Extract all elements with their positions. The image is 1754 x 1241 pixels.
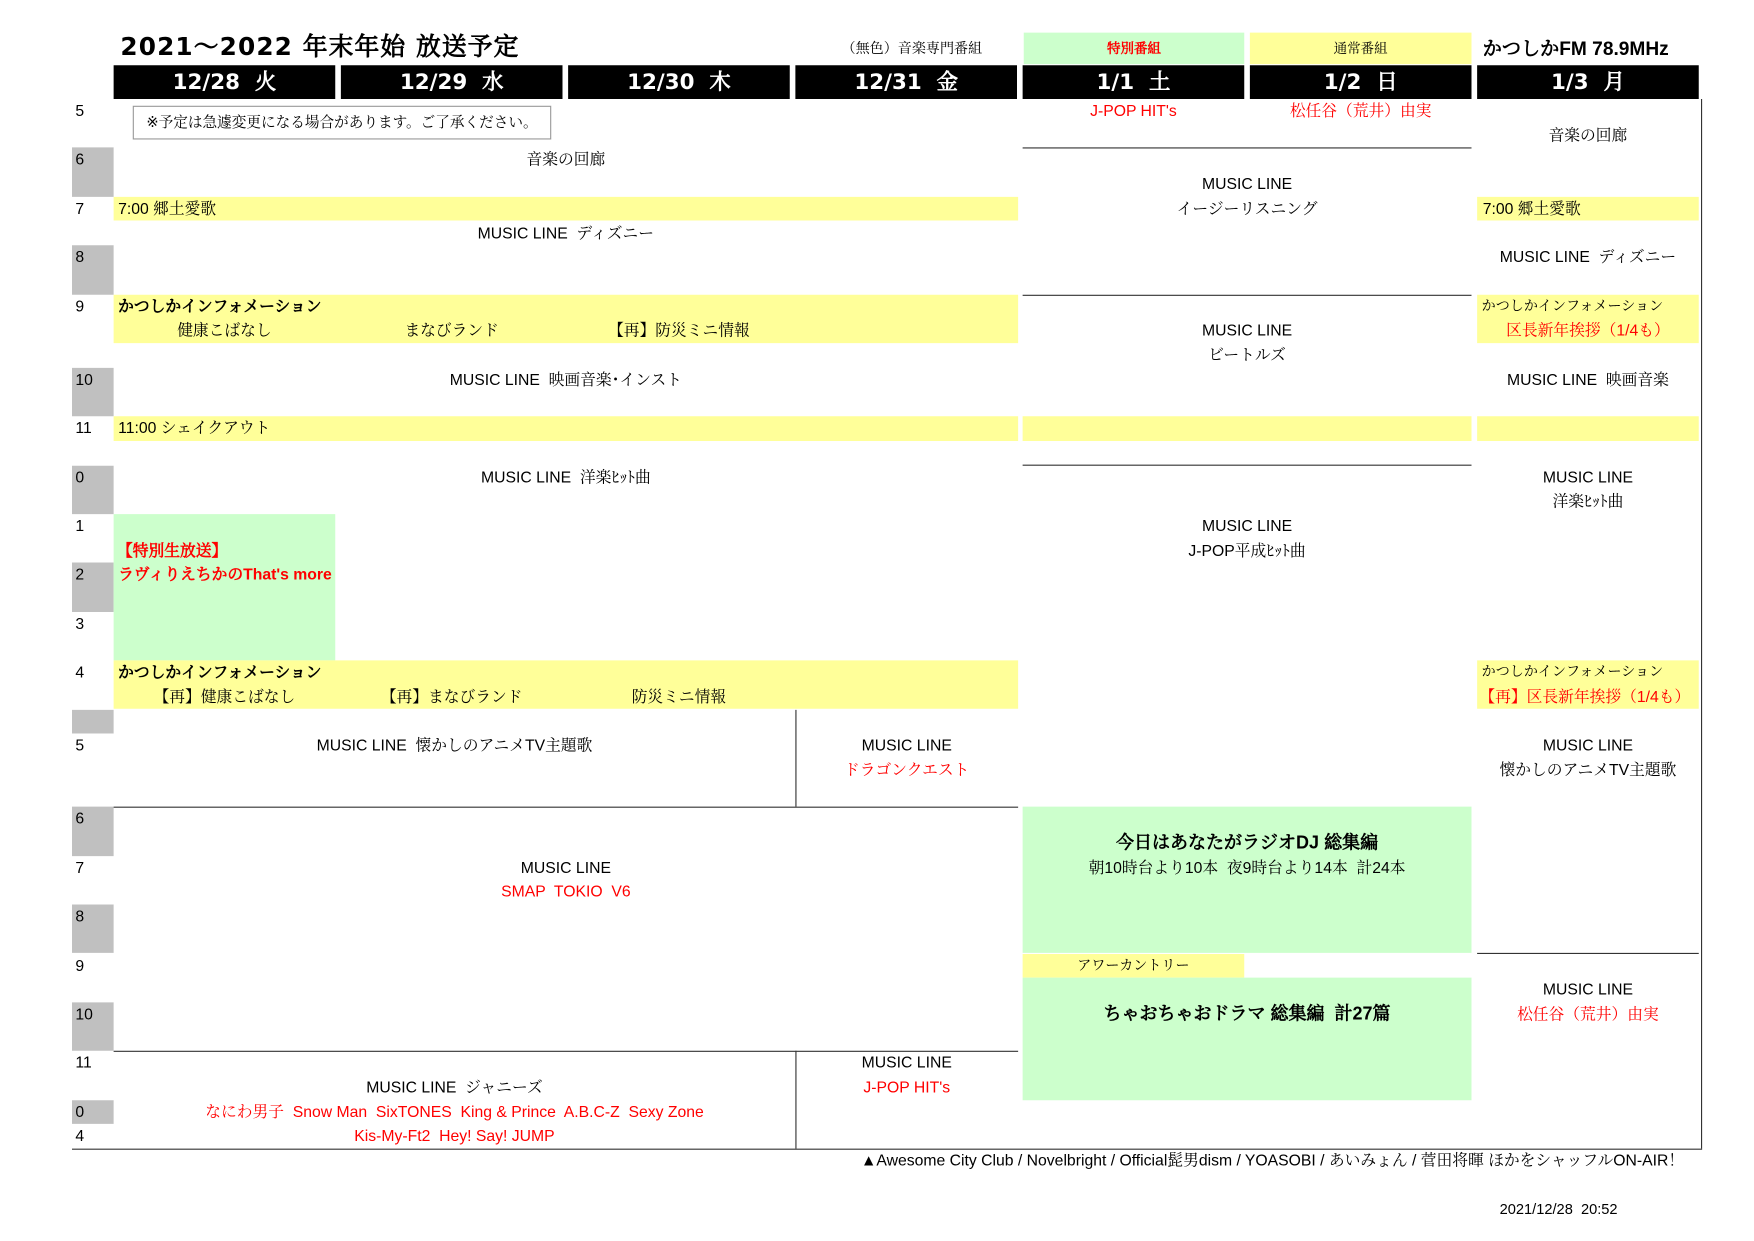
divider-line (114, 807, 1019, 808)
special-block-drama (1023, 978, 1472, 1100)
hour-label: 5 (75, 735, 85, 754)
program-easy-listening-title: MUSIC LINE (1201, 174, 1293, 193)
program-jan2-early: 松任谷（荒井）由実 (1289, 101, 1432, 120)
hour-label: 9 (75, 955, 85, 974)
hour-label: 11 (75, 1053, 92, 1072)
program-easy-listening-theme: イージーリスニング (1176, 198, 1318, 217)
day-header-1229: 12/29 水 (341, 65, 563, 99)
program-special-live-label: 【特別生放送】 (117, 540, 228, 559)
program-johnnys-title: MUSIC LINE ジャニーズ (366, 1077, 543, 1096)
right-border (1701, 99, 1702, 1149)
program-johnnys-artists: Kis-My-Ft2 Hey! Say! JUMP (354, 1126, 555, 1145)
program-info-afternoon-item: 【再】まなびランド (380, 687, 523, 706)
program-radio-dj-title: 今日はあなたがラジオDJ 総集編 (1116, 833, 1379, 853)
program-jan3-disney: MUSIC LINE ディズニー (1499, 247, 1677, 266)
program-jan3-kyodo-aika: 7:00 郷土愛歌 (1482, 198, 1581, 217)
program-info-morning-title: かつしかインフォメーション (118, 296, 322, 315)
hour-label: 7 (75, 858, 85, 877)
hour-label: 10 (75, 369, 93, 388)
hour-label: 8 (75, 247, 85, 266)
program-beatles-title: MUSIC LINE (1201, 320, 1293, 339)
day-header-1231: 12/31 金 (795, 65, 1017, 99)
hour-label: 6 (75, 150, 85, 169)
day-header-0102: 1/2 日 (1250, 65, 1472, 99)
regular-block-holiday-11 (1023, 416, 1472, 440)
program-disney: MUSIC LINE ディズニー (477, 223, 655, 242)
program-jan3-western-hits-theme: 洋楽ﾋｯﾄ曲 (1552, 491, 1624, 510)
hour-label: 5 (75, 101, 85, 120)
station-name: かつしかFM 78.9MHz (1482, 38, 1669, 60)
hour-label: 7 (75, 198, 85, 217)
program-jan3-anime-title: MUSIC LINE (1542, 735, 1634, 754)
program-jan1-early: J-POP HIT's (1090, 101, 1177, 120)
program-jan3-info-afternoon-item: 【再】区長新年挨拶（1/4も） (1479, 687, 1691, 706)
program-jan3-info-afternoon-title: かつしかインフォメーション (1481, 663, 1664, 680)
program-jan3-movie: MUSIC LINE 映画音楽 (1506, 369, 1669, 388)
program-jan3-anime-theme: 懐かしのアニメTV主題歌 (1499, 760, 1677, 779)
program-idol-groups-theme: SMAP TOKIO V6 (501, 882, 631, 901)
program-dragon-quest-title: MUSIC LINE (861, 735, 952, 754)
legend-special-program: 特別番組 (1024, 33, 1245, 65)
day-header-0103: 1/3 月 (1477, 65, 1699, 99)
hour-label: 10 (75, 1004, 93, 1023)
program-jan3-info-morning-title: かつしかインフォメーション (1481, 297, 1664, 314)
hour-shade (72, 709, 114, 733)
hour-label: 6 (75, 809, 85, 828)
divider-line (1477, 953, 1699, 954)
program-heisei-hits-theme: J-POP平成ﾋｯﾄ曲 (1188, 540, 1306, 559)
change-notice: ※予定は急遽変更になる場合があります。ご了承ください。 (133, 106, 552, 140)
day-header-1230: 12/30 木 (568, 65, 790, 99)
program-info-afternoon-title: かつしかインフォメーション (118, 662, 322, 681)
legend-regular-program: 通常番組 (1250, 33, 1472, 65)
program-jpop-hits-title: MUSIC LINE (861, 1053, 952, 1072)
program-info-morning-item: まなびランド (404, 320, 499, 339)
hour-label: 2 (75, 565, 85, 584)
program-jan3-yuming-theme: 松任谷（荒井）由実 (1517, 1004, 1659, 1023)
program-heisei-hits-title: MUSIC LINE (1201, 516, 1293, 535)
program-jan3-western-hits-title: MUSIC LINE (1542, 467, 1634, 486)
program-info-morning-item: 健康こばなし (177, 320, 272, 339)
program-kyodo-aika: 7:00 郷土愛歌 (118, 198, 217, 217)
hour-label: 3 (75, 613, 85, 632)
program-info-afternoon-item: 防災ミニ情報 (631, 687, 727, 706)
shuffle-note: ▲Awesome City Club / Novelbright / Official髭男dism / YOASOBI / あいみょん / 菅田将暉 ほかをシャッフルON-AIR！ (860, 1150, 1685, 1169)
hour-label: 0 (75, 1102, 85, 1121)
regular-block-jan3-11 (1477, 416, 1699, 440)
program-info-afternoon-item: 【再】健康こばなし (153, 687, 296, 706)
hour-label: 1 (75, 516, 85, 535)
program-movie-music: MUSIC LINE 映画音楽･インスト (449, 369, 683, 388)
program-anime: MUSIC LINE 懐かしのアニメTV主題歌 (316, 735, 593, 754)
hour-label: 9 (75, 296, 85, 315)
program-johnnys-artists: なにわ男子 Snow Man SixTONES King & Prince A.B.C-Z Sexy Zone (205, 1102, 704, 1121)
hour-label: 4 (75, 1126, 85, 1145)
program-western-hits: MUSIC LINE 洋楽ﾋｯﾄ曲 (480, 467, 651, 486)
hour-label: 4 (75, 662, 85, 681)
program-beatles-theme: ビートルズ (1208, 345, 1286, 364)
program-our-country: アワーカントリー (1077, 956, 1190, 973)
program-drama: ちゃおちゃおドラマ 総集編 計27篇 (1103, 1004, 1391, 1024)
program-special-live-title: ラヴィりえちかのThat's more (118, 565, 332, 584)
program-idol-groups-title: MUSIC LINE (520, 858, 611, 877)
day-header-0101: 1/1 土 (1023, 65, 1245, 99)
updated-timestamp: 2021/12/28 20:52 (1499, 1200, 1618, 1218)
program-radio-dj-detail: 朝10時台より10本 夜9時台より14本 計24本 (1088, 858, 1406, 877)
hour-label: 11 (75, 418, 92, 437)
program-shakeout: 11:00 シェイクアウト (118, 418, 271, 437)
regular-block-kyodo-aika (114, 197, 1019, 221)
divider-line (1023, 147, 1472, 148)
program-jpop-hits-theme: J-POP HIT's (863, 1077, 951, 1096)
legend-plain-music: （無色）音楽専門番組 (841, 40, 983, 57)
hour-label: 8 (75, 906, 85, 925)
program-jan3-music-corridor: 音楽の回廊 (1548, 125, 1628, 144)
program-dragon-quest-theme: ドラゴンクエスト (844, 760, 970, 779)
program-jan3-info-morning-item: 区長新年挨拶（1/4も） (1506, 320, 1670, 339)
hour-label: 0 (75, 467, 85, 486)
divider-line (1023, 465, 1472, 466)
special-block-radio-dj (1023, 807, 1472, 953)
day-header-1228: 12/28 火 (114, 65, 336, 99)
program-info-morning-item: 【再】防災ミニ情報 (608, 320, 750, 339)
divider-line (1023, 294, 1472, 295)
program-music-corridor: 音楽の回廊 (526, 150, 606, 169)
page-title: 2021～2022 年末年始 放送予定 (120, 33, 520, 62)
program-jan3-yuming-title: MUSIC LINE (1542, 980, 1634, 999)
